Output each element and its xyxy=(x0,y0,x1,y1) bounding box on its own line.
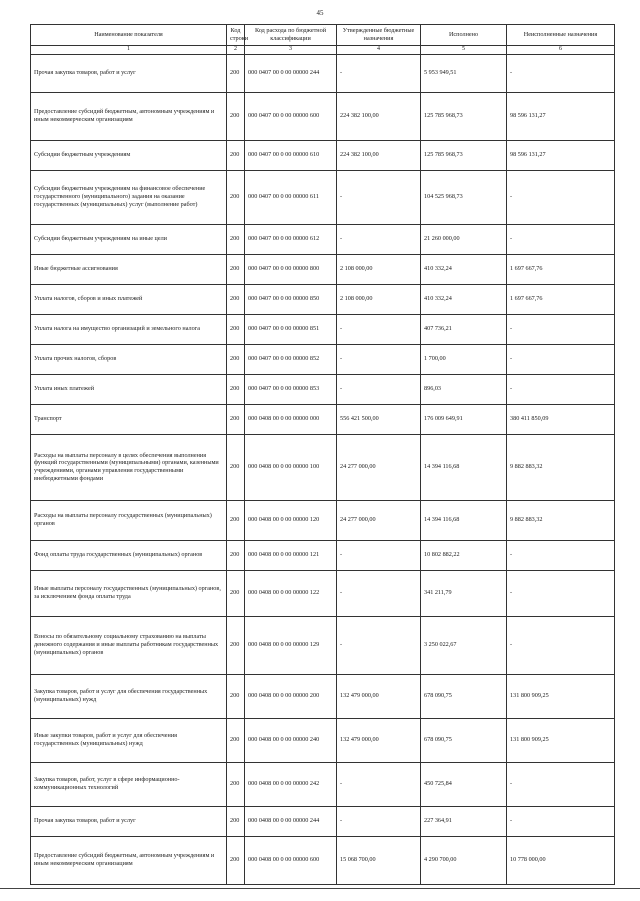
row-unexecuted: 9 882 883,32 xyxy=(507,434,615,500)
column-number: 3 xyxy=(245,46,337,55)
row-approved: 2 108 000,00 xyxy=(337,284,421,314)
row-line-code: 200 xyxy=(227,762,245,806)
row-approved: 15 068 700,00 xyxy=(337,836,421,884)
table-row xyxy=(31,674,615,718)
row-executed: 407 736,21 xyxy=(421,314,507,344)
row-executed: 450 725,84 xyxy=(421,762,507,806)
row-line-code: 200 xyxy=(227,314,245,344)
column-number: 6 xyxy=(507,46,615,55)
row-executed: 678 090,75 xyxy=(421,674,507,718)
row-budget-code: 000 0407 00 0 00 00000 853 xyxy=(245,374,337,404)
row-line-code: 200 xyxy=(227,674,245,718)
row-approved: 224 382 100,00 xyxy=(337,92,421,140)
row-name: Субсидии бюджетным учреждениям на иные цели xyxy=(31,224,227,254)
row-budget-code: 000 0407 00 0 00 00000 850 xyxy=(245,284,337,314)
row-unexecuted: - xyxy=(507,170,615,224)
row-executed: 896,03 xyxy=(421,374,507,404)
row-name: Прочая закупка товаров, работ и услуг xyxy=(31,806,227,836)
row-unexecuted: 380 411 850,09 xyxy=(507,404,615,434)
row-name: Иные выплаты персоналу государственных (муниципальных) органов, за исключением фонда оплаты труда xyxy=(31,570,227,616)
row-approved: - xyxy=(337,344,421,374)
row-line-code: 200 xyxy=(227,224,245,254)
column-numbers-row xyxy=(31,46,615,55)
header-line-code: Код строки xyxy=(227,25,245,46)
row-budget-code: 000 0408 00 0 00 00000 100 xyxy=(245,434,337,500)
budget-execution-table xyxy=(30,24,615,885)
row-unexecuted: - xyxy=(507,374,615,404)
row-line-code: 200 xyxy=(227,718,245,762)
row-budget-code: 000 0408 00 0 00 00000 120 xyxy=(245,500,337,540)
row-executed: 10 802 882,22 xyxy=(421,540,507,570)
row-executed: 410 332,24 xyxy=(421,284,507,314)
row-name: Предоставление субсидий бюджетным, автономным учреждениям и иным некоммерческим организациям xyxy=(31,836,227,884)
row-budget-code: 000 0408 00 0 00 00000 242 xyxy=(245,762,337,806)
row-unexecuted: - xyxy=(507,806,615,836)
row-line-code: 200 xyxy=(227,500,245,540)
row-unexecuted: - xyxy=(507,616,615,674)
row-unexecuted: - xyxy=(507,54,615,92)
row-executed: 227 364,91 xyxy=(421,806,507,836)
row-unexecuted: - xyxy=(507,314,615,344)
row-approved: - xyxy=(337,170,421,224)
row-budget-code: 000 0408 00 0 00 00000 121 xyxy=(245,540,337,570)
row-approved: 224 382 100,00 xyxy=(337,140,421,170)
row-budget-code: 000 0408 00 0 00 00000 244 xyxy=(245,806,337,836)
row-name: Расходы на выплаты персоналу государственных (муниципальных) органов xyxy=(31,500,227,540)
row-approved: 24 277 000,00 xyxy=(337,434,421,500)
row-name: Уплата прочих налогов, сборов xyxy=(31,344,227,374)
row-executed: 125 785 968,73 xyxy=(421,92,507,140)
row-name: Субсидии бюджетным учреждениям на финансовое обеспечение государственного (муниципального) задания на оказание государственных (муниципальных) услуг (выполнение работ) xyxy=(31,170,227,224)
row-name: Закупка товаров, работ и услуг для обеспечения государственных (муниципальных) нужд xyxy=(31,674,227,718)
row-line-code: 200 xyxy=(227,92,245,140)
row-executed: 14 394 116,68 xyxy=(421,500,507,540)
row-executed: 341 211,79 xyxy=(421,570,507,616)
row-line-code: 200 xyxy=(227,54,245,92)
row-name: Транспорт xyxy=(31,404,227,434)
row-budget-code: 000 0408 00 0 00 00000 240 xyxy=(245,718,337,762)
row-budget-code: 000 0408 00 0 00 00000 129 xyxy=(245,616,337,674)
row-executed: 4 290 700,00 xyxy=(421,836,507,884)
row-approved: - xyxy=(337,54,421,92)
row-approved: 556 421 500,00 xyxy=(337,404,421,434)
row-name: Уплата иных платежей xyxy=(31,374,227,404)
row-budget-code: 000 0407 00 0 00 00000 611 xyxy=(245,170,337,224)
row-unexecuted: 9 882 883,32 xyxy=(507,500,615,540)
row-name: Предоставление субсидий бюджетным, автономным учреждениям и иным некоммерческим организациям xyxy=(31,92,227,140)
row-unexecuted: 1 697 667,76 xyxy=(507,284,615,314)
row-budget-code: 000 0407 00 0 00 00000 852 xyxy=(245,344,337,374)
table-row xyxy=(31,806,615,836)
table-row xyxy=(31,836,615,884)
row-budget-code: 000 0407 00 0 00 00000 612 xyxy=(245,224,337,254)
row-budget-code: 000 0408 00 0 00 00000 000 xyxy=(245,404,337,434)
row-unexecuted: 131 800 909,25 xyxy=(507,718,615,762)
row-budget-code: 000 0408 00 0 00 00000 122 xyxy=(245,570,337,616)
page-bottom-rule xyxy=(0,888,640,889)
row-executed: 678 090,75 xyxy=(421,718,507,762)
header-unexecuted: Неисполненные назначения xyxy=(507,25,615,46)
table-row xyxy=(31,54,615,92)
row-budget-code: 000 0407 00 0 00 00000 610 xyxy=(245,140,337,170)
row-line-code: 200 xyxy=(227,434,245,500)
row-approved: - xyxy=(337,616,421,674)
table-row xyxy=(31,374,615,404)
table-row xyxy=(31,314,615,344)
row-budget-code: 000 0407 00 0 00 00000 244 xyxy=(245,54,337,92)
table-row xyxy=(31,434,615,500)
row-executed: 14 394 116,68 xyxy=(421,434,507,500)
header-budget-code: Код расхода по бюджетной классификации xyxy=(245,25,337,46)
table-row xyxy=(31,92,615,140)
column-number: 2 xyxy=(227,46,245,55)
row-approved: - xyxy=(337,570,421,616)
table-body xyxy=(31,54,615,884)
row-name: Расходы на выплаты персоналу в целях обеспечения выполнения функций государственными (муниципальными) органами, казенными учреждениями, органами управления государственными внебюджетными фондами xyxy=(31,434,227,500)
row-executed: 176 009 649,91 xyxy=(421,404,507,434)
column-number: 4 xyxy=(337,46,421,55)
row-line-code: 200 xyxy=(227,616,245,674)
row-line-code: 200 xyxy=(227,140,245,170)
table-row xyxy=(31,344,615,374)
table-row xyxy=(31,224,615,254)
table-row xyxy=(31,404,615,434)
row-line-code: 200 xyxy=(227,570,245,616)
table-row xyxy=(31,284,615,314)
row-line-code: 200 xyxy=(227,374,245,404)
row-line-code: 200 xyxy=(227,404,245,434)
row-line-code: 200 xyxy=(227,836,245,884)
column-number: 1 xyxy=(31,46,227,55)
row-budget-code: 000 0407 00 0 00 00000 600 xyxy=(245,92,337,140)
row-approved: 24 277 000,00 xyxy=(337,500,421,540)
row-name: Прочая закупка товаров, работ и услуг xyxy=(31,54,227,92)
page-number: 45 xyxy=(316,9,324,17)
row-unexecuted: 98 596 131,27 xyxy=(507,92,615,140)
row-line-code: 200 xyxy=(227,254,245,284)
row-unexecuted: - xyxy=(507,344,615,374)
row-budget-code: 000 0408 00 0 00 00000 600 xyxy=(245,836,337,884)
row-line-code: 200 xyxy=(227,170,245,224)
row-line-code: 200 xyxy=(227,284,245,314)
row-executed: 5 953 949,51 xyxy=(421,54,507,92)
row-name: Закупка товаров, работ, услуг в сфере информационно-коммуникационных технологий xyxy=(31,762,227,806)
row-unexecuted: 131 800 909,25 xyxy=(507,674,615,718)
row-approved: - xyxy=(337,762,421,806)
row-executed: 104 525 968,73 xyxy=(421,170,507,224)
row-unexecuted: 1 697 667,76 xyxy=(507,254,615,284)
row-line-code: 200 xyxy=(227,806,245,836)
row-budget-code: 000 0408 00 0 00 00000 200 xyxy=(245,674,337,718)
row-approved: 2 108 000,00 xyxy=(337,254,421,284)
row-approved: - xyxy=(337,540,421,570)
row-name: Иные закупки товаров, работ и услуг для обеспечения государственных (муниципальных) нужд xyxy=(31,718,227,762)
table-header-row xyxy=(31,25,615,46)
row-unexecuted: 10 778 000,00 xyxy=(507,836,615,884)
row-executed: 125 785 968,73 xyxy=(421,140,507,170)
header-approved: Утвержденные бюджетные назначения xyxy=(337,25,421,46)
table-row xyxy=(31,540,615,570)
row-executed: 410 332,24 xyxy=(421,254,507,284)
table-row xyxy=(31,616,615,674)
row-unexecuted: - xyxy=(507,224,615,254)
row-executed: 21 260 000,00 xyxy=(421,224,507,254)
row-executed: 1 700,00 xyxy=(421,344,507,374)
header-indicator-name: Наименование показателя xyxy=(31,25,227,46)
table-row xyxy=(31,570,615,616)
row-approved: - xyxy=(337,806,421,836)
row-unexecuted: - xyxy=(507,762,615,806)
row-name: Взносы по обязательному социальному страхованию на выплаты денежного содержания и иные выплаты работникам государственных (муниципальных) органов xyxy=(31,616,227,674)
table-row xyxy=(31,718,615,762)
row-approved: 132 479 000,00 xyxy=(337,718,421,762)
column-number: 5 xyxy=(421,46,507,55)
row-unexecuted: - xyxy=(507,570,615,616)
table-row xyxy=(31,254,615,284)
row-executed: 3 250 022,67 xyxy=(421,616,507,674)
table-row xyxy=(31,500,615,540)
row-budget-code: 000 0407 00 0 00 00000 851 xyxy=(245,314,337,344)
row-budget-code: 000 0407 00 0 00 00000 800 xyxy=(245,254,337,284)
row-name: Уплата налогов, сборов и иных платежей xyxy=(31,284,227,314)
header-executed: Исполнено xyxy=(421,25,507,46)
row-name: Уплата налога на имущество организаций и земельного налога xyxy=(31,314,227,344)
table-row xyxy=(31,762,615,806)
row-approved: 132 479 000,00 xyxy=(337,674,421,718)
row-name: Иные бюджетные ассигнования xyxy=(31,254,227,284)
row-line-code: 200 xyxy=(227,344,245,374)
row-approved: - xyxy=(337,224,421,254)
row-name: Субсидии бюджетным учреждениям xyxy=(31,140,227,170)
row-line-code: 200 xyxy=(227,540,245,570)
row-unexecuted: - xyxy=(507,540,615,570)
row-approved: - xyxy=(337,374,421,404)
table-row xyxy=(31,140,615,170)
row-name: Фонд оплаты труда государственных (муниципальных) органов xyxy=(31,540,227,570)
row-approved: - xyxy=(337,314,421,344)
table-row xyxy=(31,170,615,224)
row-unexecuted: 98 596 131,27 xyxy=(507,140,615,170)
